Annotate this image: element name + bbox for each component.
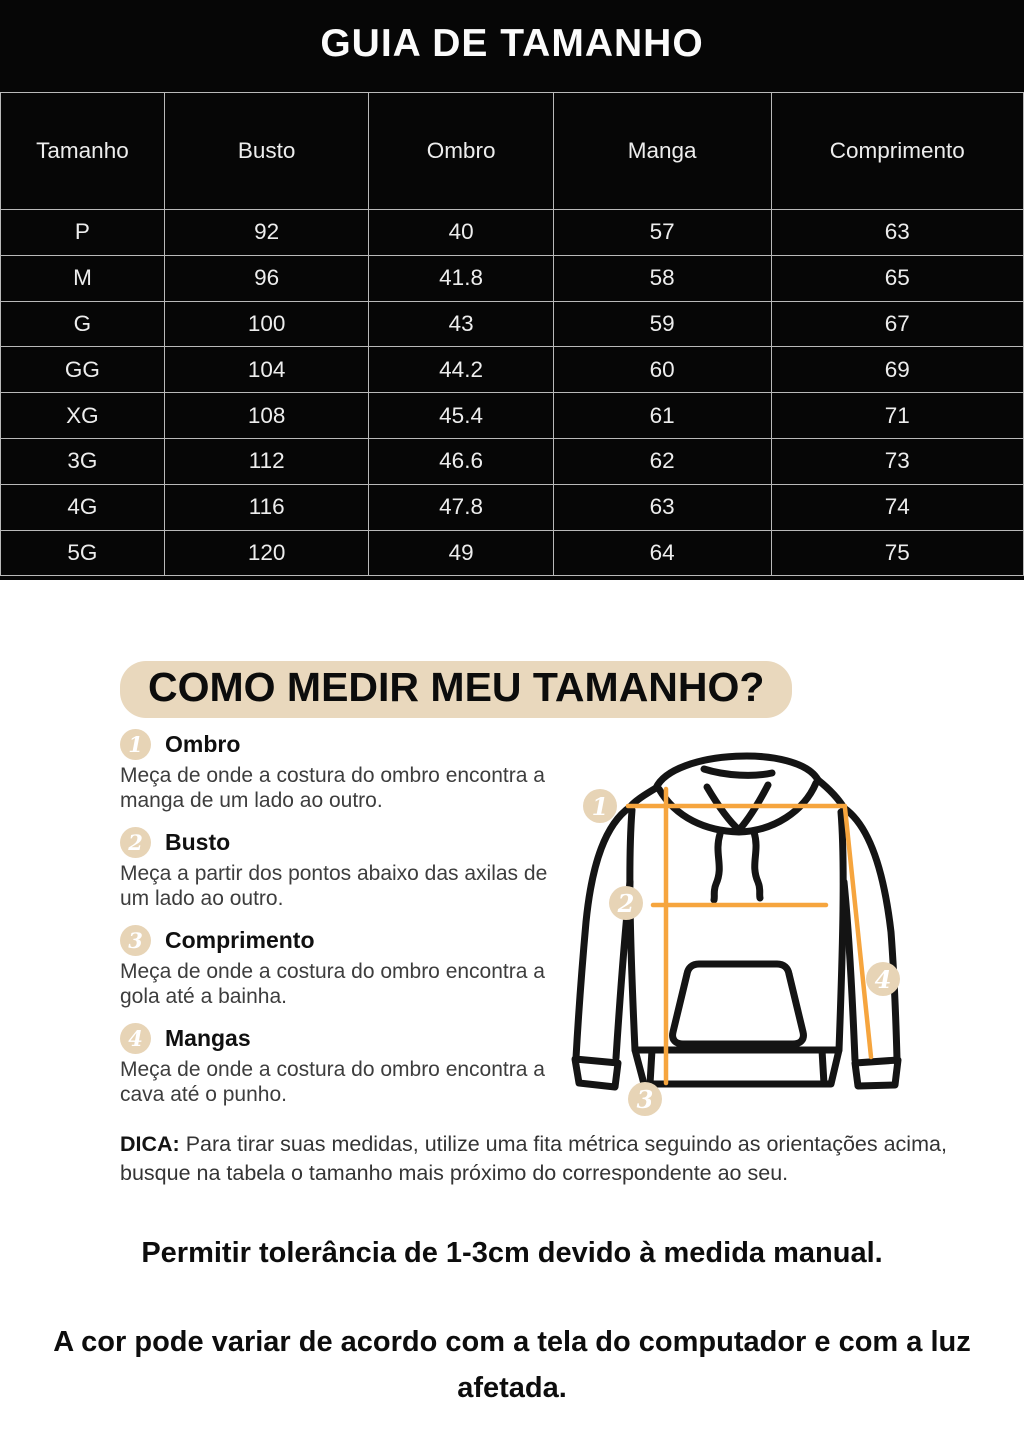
cell-size: GG xyxy=(1,347,165,393)
column-header-tamanho: Tamanho xyxy=(1,93,165,210)
cell-busto: 96 xyxy=(164,255,369,301)
step-label: Comprimento xyxy=(165,927,315,954)
cell-ombro: 43 xyxy=(369,301,553,347)
hoodie-diagram-icon xyxy=(558,742,1018,1147)
cell-busto: 120 xyxy=(164,530,369,576)
cell-busto: 100 xyxy=(164,301,369,347)
step-mangas xyxy=(120,1023,578,1107)
cell-manga: 63 xyxy=(553,484,771,530)
measure-steps xyxy=(120,729,578,1122)
cell-size: 4G xyxy=(1,484,165,530)
cell-comprimento: 69 xyxy=(771,347,1023,393)
cell-manga: 58 xyxy=(553,255,771,301)
cell-comprimento: 67 xyxy=(771,301,1023,347)
cell-ombro: 47.8 xyxy=(369,484,553,530)
step-number-badge: 2 xyxy=(120,827,151,858)
step-label: Ombro xyxy=(165,731,241,757)
step-description: Meça de onde a costura do ombro encontra a cava até o punho. xyxy=(120,1058,545,1106)
cell-manga: 60 xyxy=(553,347,771,393)
step-label: Busto xyxy=(165,829,231,856)
cell-manga: 59 xyxy=(553,301,771,347)
how-to-measure-title: COMO MEDIR MEU TAMANHO? xyxy=(120,661,792,718)
hoodie-measurement-diagram xyxy=(558,742,1018,1147)
cell-size: M xyxy=(1,255,165,301)
size-table xyxy=(0,92,1024,576)
color-variation-note: A cor pode variar de acordo com a tela do computador e com a luz afetada. xyxy=(53,1326,971,1404)
cell-busto: 108 xyxy=(164,393,369,439)
step-number-badge: 4 xyxy=(120,1023,151,1054)
table-row xyxy=(1,530,1024,576)
size-table-section xyxy=(0,0,1024,580)
cell-comprimento: 75 xyxy=(771,530,1023,576)
step-description: Meça de onde a costura do ombro encontra a gola até a bainha. xyxy=(120,960,545,1008)
measuring-tip xyxy=(120,1130,958,1187)
cell-size: XG xyxy=(1,393,165,439)
marker-1: 1 xyxy=(591,792,609,821)
cell-ombro: 49 xyxy=(369,530,553,576)
table-row xyxy=(1,393,1024,439)
cell-busto: 112 xyxy=(164,438,369,484)
marker-3: 3 xyxy=(636,1085,654,1114)
table-row xyxy=(1,484,1024,530)
cell-comprimento: 65 xyxy=(771,255,1023,301)
table-row xyxy=(1,438,1024,484)
cell-busto: 104 xyxy=(164,347,369,393)
cell-ombro: 44.2 xyxy=(369,347,553,393)
cell-manga: 61 xyxy=(553,393,771,439)
size-table-header-row xyxy=(1,93,1024,210)
cell-ombro: 46.6 xyxy=(369,438,553,484)
cell-manga: 64 xyxy=(553,530,771,576)
cell-busto: 116 xyxy=(164,484,369,530)
cell-manga: 62 xyxy=(553,438,771,484)
step-ombro xyxy=(120,729,578,813)
cell-size: G xyxy=(1,301,165,347)
cell-manga: 57 xyxy=(553,210,771,256)
tolerance-note: Permitir tolerância de 1-3cm devido à medida manual. xyxy=(141,1237,883,1269)
marker-4: 4 xyxy=(874,965,892,994)
cell-size: P xyxy=(1,210,165,256)
cell-size: 3G xyxy=(1,438,165,484)
cell-ombro: 40 xyxy=(369,210,553,256)
step-label: Mangas xyxy=(165,1025,251,1052)
column-header-ombro: Ombro xyxy=(369,93,553,210)
tip-text: Para tirar suas medidas, utilize uma fita métrica seguindo as orientações acima, busque na tabela o tamanho mais próximo do correspondente ao seu. xyxy=(120,1132,947,1185)
column-header-comprimento: Comprimento xyxy=(771,93,1023,210)
step-busto xyxy=(120,827,578,911)
cell-comprimento: 73 xyxy=(771,438,1023,484)
step-description: Meça de onde a costura do ombro encontra a manga de um lado ao outro. xyxy=(120,764,545,812)
size-table-title: GUIA DE TAMANHO xyxy=(320,22,704,65)
cell-comprimento: 74 xyxy=(771,484,1023,530)
cell-ombro: 41.8 xyxy=(369,255,553,301)
column-header-manga: Manga xyxy=(553,93,771,210)
column-header-busto: Busto xyxy=(164,93,369,210)
marker-2: 2 xyxy=(617,889,635,918)
step-comprimento xyxy=(120,925,578,1009)
step-number-badge: 3 xyxy=(120,925,151,956)
table-row xyxy=(1,347,1024,393)
cell-comprimento: 71 xyxy=(771,393,1023,439)
step-description: Meça a partir dos pontos abaixo das axilas de um lado ao outro. xyxy=(120,862,548,910)
tip-label: DICA: xyxy=(120,1132,180,1156)
cell-busto: 92 xyxy=(164,210,369,256)
cell-comprimento: 63 xyxy=(771,210,1023,256)
step-number-badge: 1 xyxy=(120,729,151,760)
table-row xyxy=(1,210,1024,256)
cell-size: 5G xyxy=(1,530,165,576)
table-row xyxy=(1,255,1024,301)
table-row xyxy=(1,301,1024,347)
cell-ombro: 45.4 xyxy=(369,393,553,439)
